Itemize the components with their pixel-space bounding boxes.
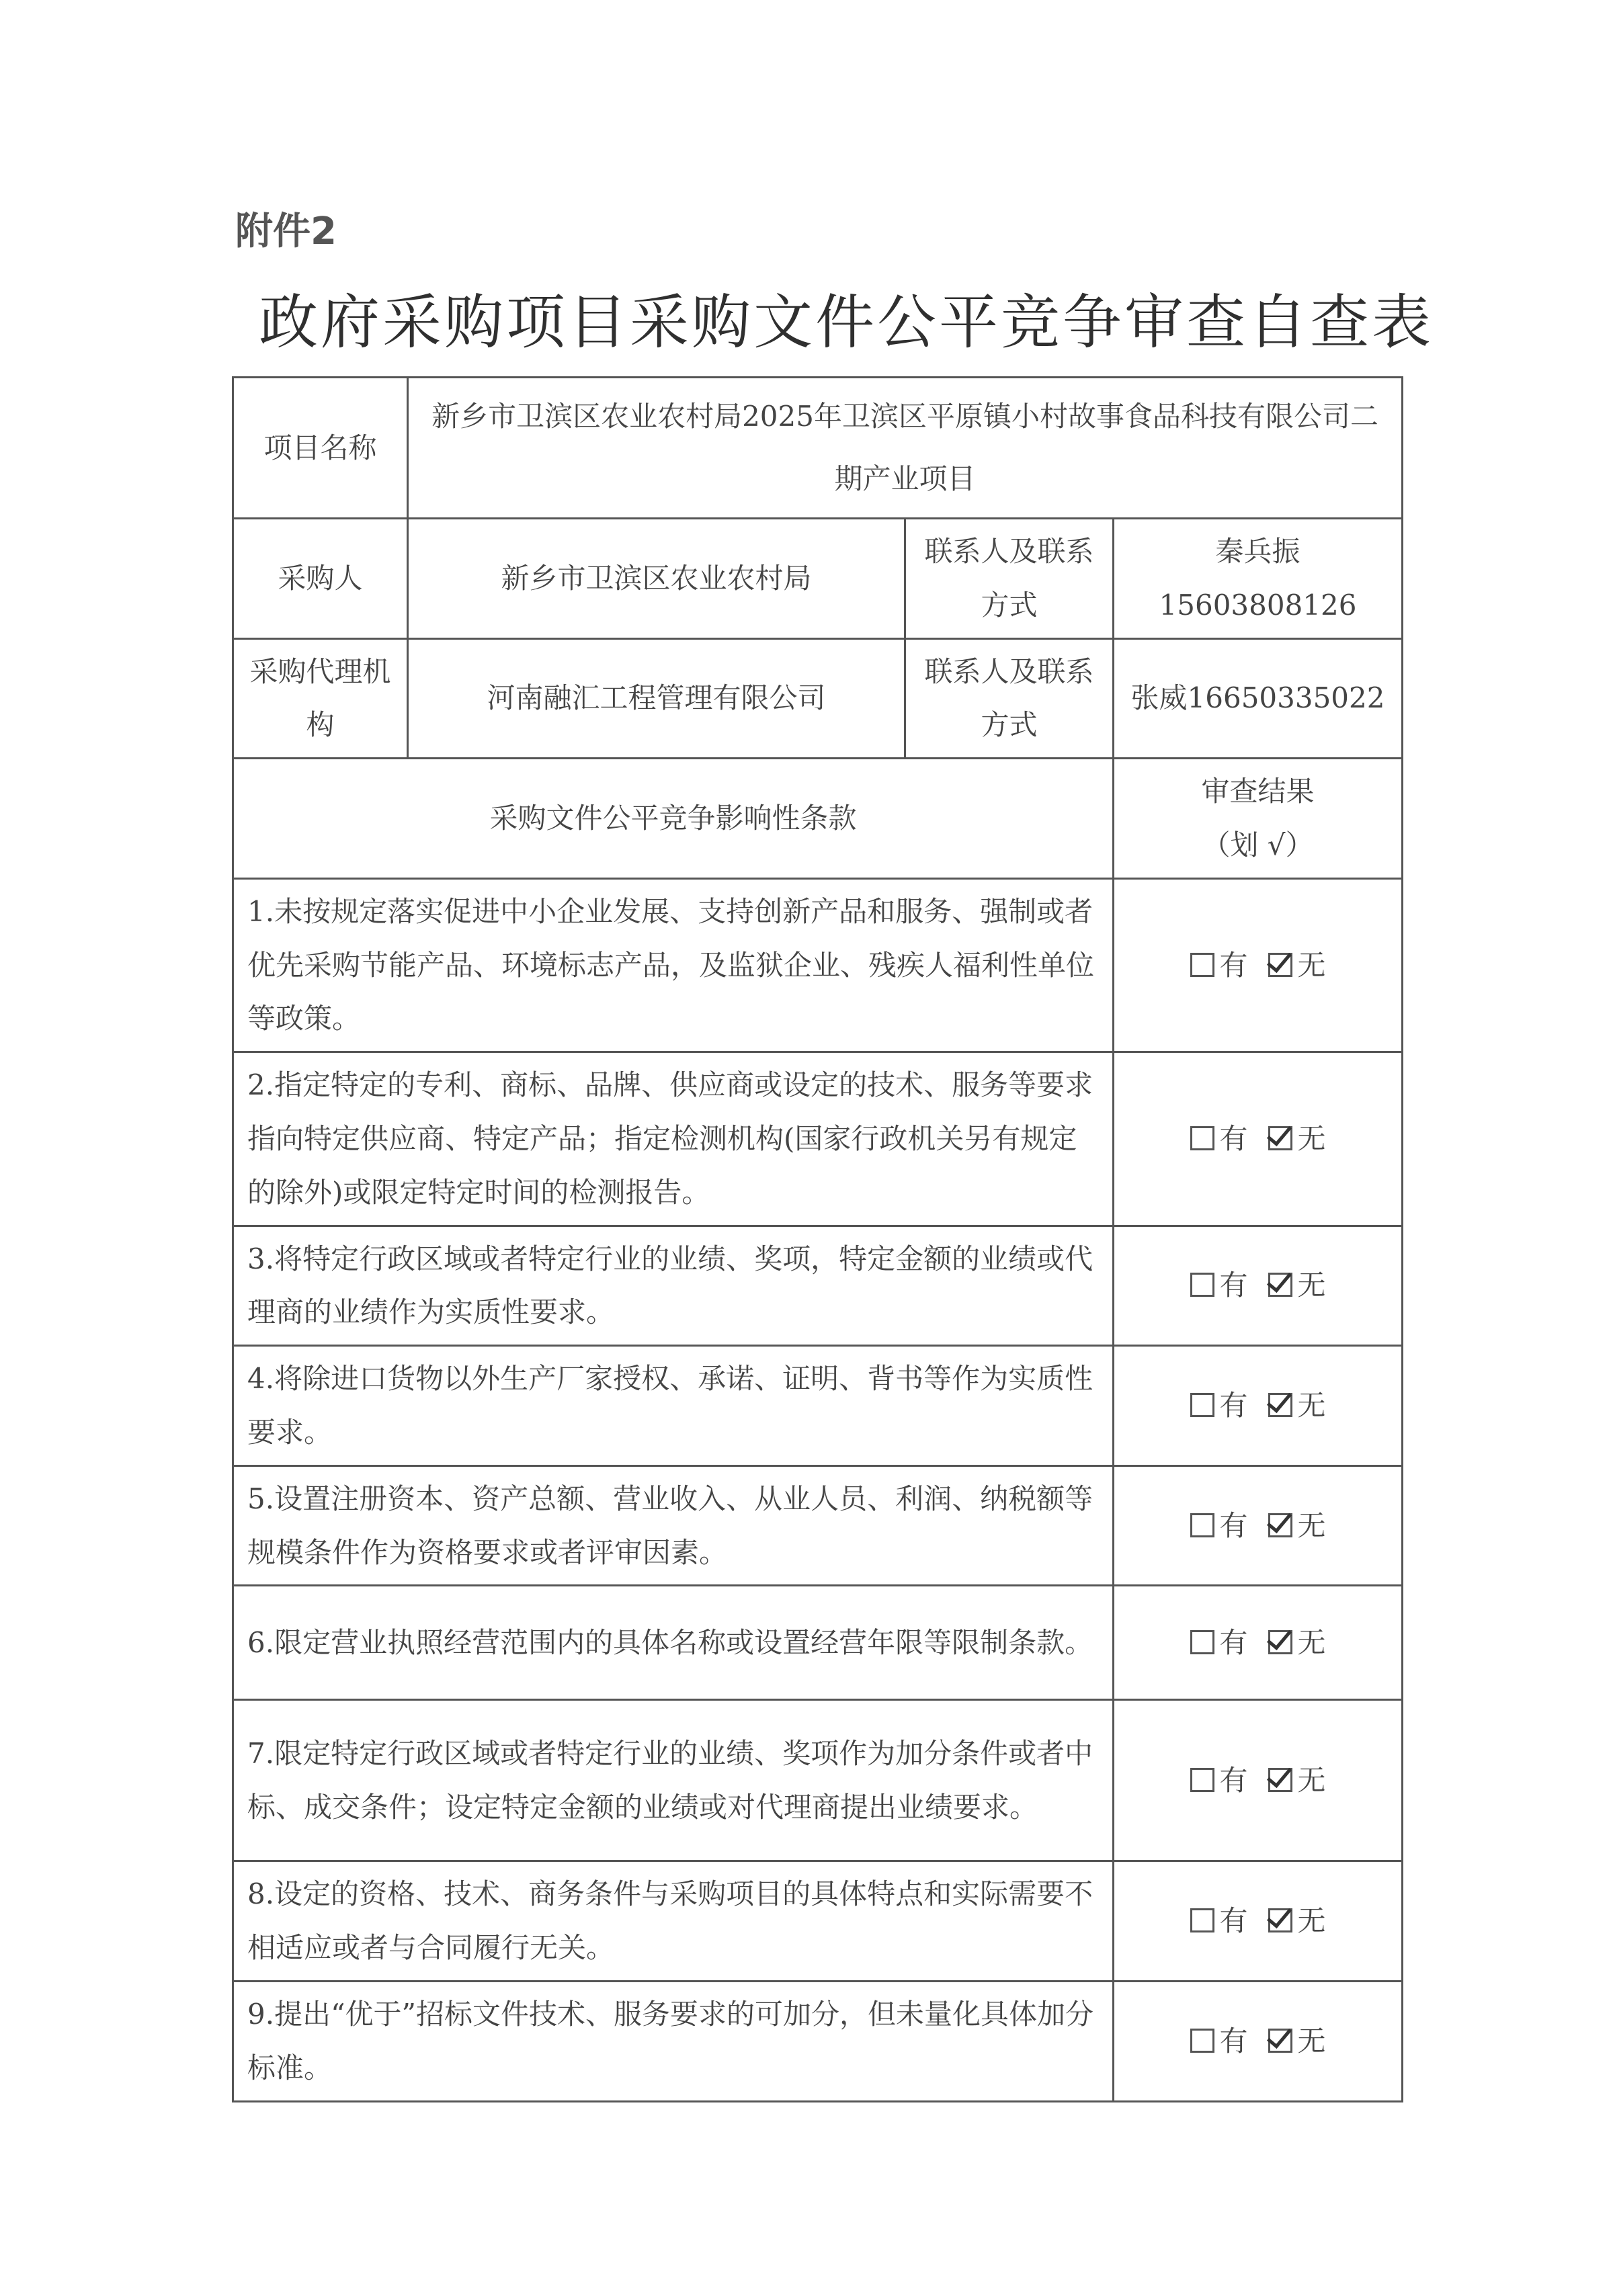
attachment-label: 附件2	[235, 210, 337, 253]
agency-contact-value: 张威16650335022	[1114, 638, 1403, 759]
option-label: 有	[1219, 1763, 1248, 1797]
clause-text: 1.未按规定落实促进中小企业发展、支持创新产品和服务、强制或者优先采购节能产品、环境标志产品，及监狱企业、残疾人福利性单位等政策。	[233, 878, 1114, 1052]
option-label: 无	[1297, 2024, 1326, 2057]
clause-result	[1114, 1586, 1403, 1700]
clause-text: 7.限定特定行政区域或者特定行业的业绩、奖项作为加分条件或者中标、成交条件；设定特定金额的业绩或对代理商提出业绩要求。	[233, 1700, 1114, 1861]
clause-result	[1114, 878, 1403, 1052]
option-label: 无	[1297, 1389, 1326, 1422]
option-label: 无	[1297, 948, 1326, 982]
option-yes-checkbox[interactable]	[1190, 1626, 1248, 1659]
option-label: 无	[1297, 1904, 1326, 1938]
clause-text: 6.限定营业执照经营范围内的具体名称或设置经营年限等限制条款。	[233, 1586, 1114, 1700]
empty-box-icon	[1190, 953, 1214, 977]
option-no-checkbox[interactable]	[1268, 1764, 1326, 1797]
clause-text: 2.指定特定的专利、商标、品牌、供应商或设定的技术、服务等要求指向特定供应商、特定产品；指定检测机构(国家行政机关另有规定的除外)或限定特定时间的检测报告。	[233, 1052, 1114, 1226]
purchaser-contact-label: 联系人及联系方式	[905, 519, 1114, 639]
table-row	[233, 1226, 1403, 1346]
option-label: 有	[1219, 948, 1248, 982]
option-no-checkbox[interactable]	[1268, 1509, 1326, 1542]
option-label: 无	[1297, 1763, 1326, 1797]
purchaser-contact-value: 秦兵振15603808126	[1114, 519, 1403, 639]
clause-result	[1114, 1700, 1403, 1861]
option-yes-checkbox[interactable]	[1190, 1904, 1248, 1937]
option-yes-checkbox[interactable]	[1190, 1509, 1248, 1542]
project-name-row	[233, 378, 1403, 519]
empty-box-icon	[1190, 1393, 1214, 1417]
clause-result	[1114, 1861, 1403, 1982]
option-no-checkbox[interactable]	[1268, 949, 1326, 982]
clause-result	[1114, 1226, 1403, 1346]
result-header-hint: （划 √）	[1202, 828, 1314, 861]
clause-result	[1114, 1346, 1403, 1466]
table-row	[233, 1052, 1403, 1226]
clause-text: 5.设置注册资本、资产总额、营业收入、从业人员、利润、纳税额等规模条件作为资格要求或者评审因素。	[233, 1465, 1114, 1586]
agency-row	[233, 638, 1403, 759]
option-no-checkbox[interactable]	[1268, 1122, 1326, 1155]
checked-box-icon	[1268, 953, 1292, 977]
review-table	[232, 376, 1403, 2102]
project-name-value: 新乡市卫滨区农业农村局2025年卫滨区平原镇小村故事食品科技有限公司二期产业项目	[408, 378, 1403, 519]
page-title: 政府采购项目采购文件公平竞争审查自查表	[259, 288, 1434, 357]
empty-box-icon	[1190, 1126, 1214, 1150]
clause-text: 3.将特定行政区域或者特定行业的业绩、奖项，特定金额的业绩或代理商的业绩作为实质性要求。	[233, 1226, 1114, 1346]
clauses-header: 采购文件公平竞争影响性条款	[233, 759, 1114, 879]
checked-box-icon	[1268, 1630, 1292, 1654]
checked-box-icon	[1268, 2029, 1292, 2053]
clause-result	[1114, 1981, 1403, 2101]
table-row	[233, 878, 1403, 1052]
option-yes-checkbox[interactable]	[1190, 1269, 1248, 1302]
checked-box-icon	[1268, 1393, 1292, 1417]
result-header	[1114, 759, 1403, 879]
empty-box-icon	[1190, 1630, 1214, 1654]
table-row	[233, 1586, 1403, 1700]
option-no-checkbox[interactable]	[1268, 2025, 1326, 2057]
option-no-checkbox[interactable]	[1268, 1904, 1326, 1937]
option-yes-checkbox[interactable]	[1190, 1764, 1248, 1797]
option-no-checkbox[interactable]	[1268, 1626, 1326, 1659]
clause-result	[1114, 1052, 1403, 1226]
option-no-checkbox[interactable]	[1268, 1269, 1326, 1302]
empty-box-icon	[1190, 2029, 1214, 2053]
table-row	[233, 1861, 1403, 1982]
result-header-title: 审查结果	[1201, 775, 1315, 808]
option-yes-checkbox[interactable]	[1190, 1122, 1248, 1155]
purchaser-label: 采购人	[233, 519, 408, 639]
empty-box-icon	[1190, 1273, 1214, 1297]
table-row	[233, 1700, 1403, 1861]
option-label: 无	[1297, 1269, 1326, 1302]
table-row	[233, 1465, 1403, 1586]
agency-contact-label: 联系人及联系方式	[905, 638, 1114, 759]
option-label: 有	[1219, 1508, 1248, 1542]
option-label: 无	[1297, 1625, 1326, 1659]
table-row	[233, 1981, 1403, 2101]
purchaser-value: 新乡市卫滨区农业农村局	[408, 519, 905, 639]
checked-box-icon	[1268, 1126, 1292, 1150]
option-no-checkbox[interactable]	[1268, 1389, 1326, 1422]
option-label: 有	[1219, 2024, 1248, 2057]
checked-box-icon	[1268, 1513, 1292, 1537]
clause-text: 8.设定的资格、技术、商务条件与采购项目的具体特点和实际需要不相适应或者与合同履行无关。	[233, 1861, 1114, 1982]
option-label: 无	[1297, 1121, 1326, 1155]
clause-result	[1114, 1465, 1403, 1586]
empty-box-icon	[1190, 1908, 1214, 1932]
option-yes-checkbox[interactable]	[1190, 1389, 1248, 1422]
option-label: 无	[1297, 1508, 1326, 1542]
option-label: 有	[1219, 1904, 1248, 1938]
option-yes-checkbox[interactable]	[1190, 2025, 1248, 2057]
clause-rows	[233, 878, 1403, 2101]
empty-box-icon	[1190, 1768, 1214, 1792]
table-header-row	[233, 759, 1403, 879]
empty-box-icon	[1190, 1513, 1214, 1537]
checked-box-icon	[1268, 1273, 1292, 1297]
purchaser-row	[233, 519, 1403, 639]
option-label: 有	[1219, 1269, 1248, 1302]
table-row	[233, 1346, 1403, 1466]
clause-text: 4.将除进口货物以外生产厂家授权、承诺、证明、背书等作为实质性要求。	[233, 1346, 1114, 1466]
option-label: 有	[1219, 1625, 1248, 1659]
agency-value: 河南融汇工程管理有限公司	[408, 638, 905, 759]
option-label: 有	[1219, 1389, 1248, 1422]
clause-text: 9.提出“优于”招标文件技术、服务要求的可加分，但未量化具体加分标准。	[233, 1981, 1114, 2101]
option-yes-checkbox[interactable]	[1190, 949, 1248, 982]
option-label: 有	[1219, 1121, 1248, 1155]
agency-label: 采购代理机构	[233, 638, 408, 759]
checked-box-icon	[1268, 1768, 1292, 1792]
checked-box-icon	[1268, 1908, 1292, 1932]
project-name-label: 项目名称	[233, 378, 408, 519]
